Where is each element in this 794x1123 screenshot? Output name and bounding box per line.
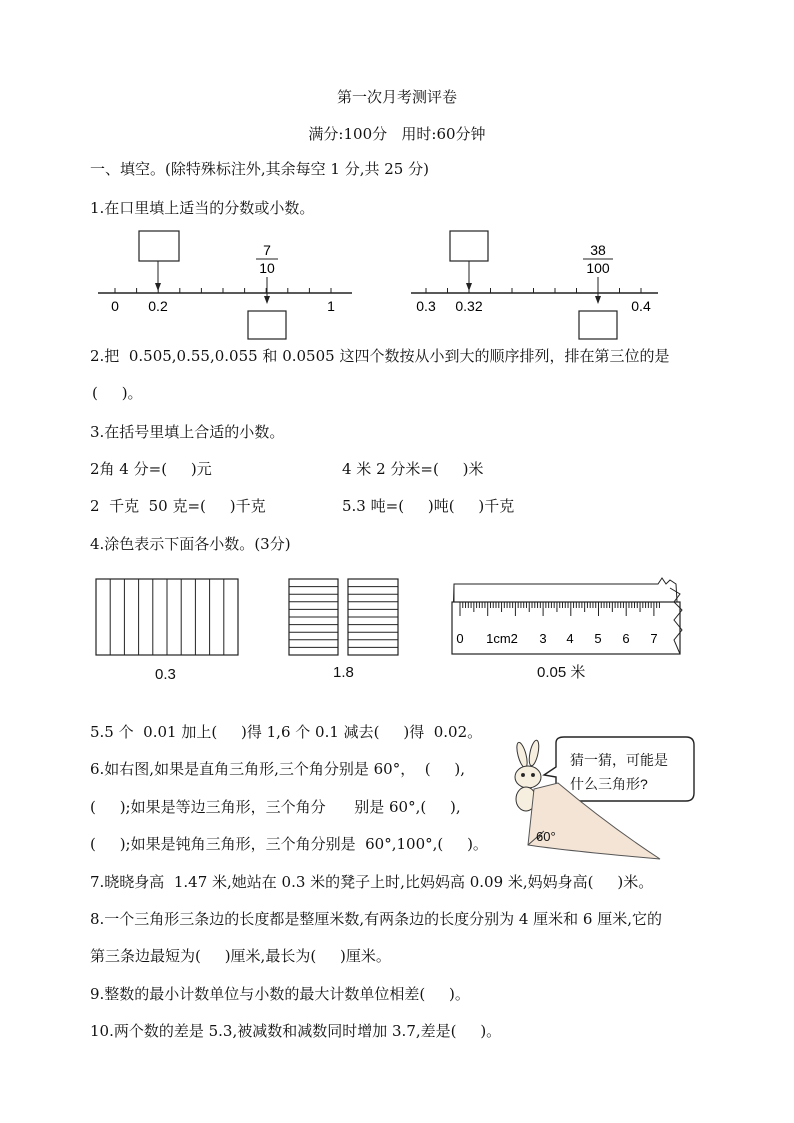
figure-label: 0.3	[155, 666, 176, 683]
ruler-label: 1cm2	[486, 631, 518, 646]
answer-box	[139, 231, 179, 261]
question-6-line2: ( );如果是等边三角形，三个角分 别是 60°,( ),	[90, 798, 461, 816]
ruler-figure	[448, 576, 688, 656]
figure-label: 0.05 米	[537, 664, 586, 681]
strip-grid-figure	[288, 578, 408, 658]
question-3d: 5.3 吨=( )吨( )千克	[342, 497, 515, 515]
tick-label: 0.4	[631, 298, 651, 314]
question-2-blank: ( )。	[92, 384, 143, 402]
question-6-line3: ( );如果是钝角三角形，三个角分别是 60°,100°,( )。	[90, 835, 488, 853]
ruler-label: 7	[650, 631, 658, 646]
tick-label: 1	[327, 298, 335, 314]
tick-label: 0.2	[148, 298, 168, 314]
ruler-label: 6	[622, 631, 630, 646]
pointer-arrowhead	[595, 296, 601, 304]
question-5: 5.5 个 0.01 加上( )得 1,6 个 0.1 减去( )得 0.02。	[90, 723, 483, 741]
question-8-line2: 第三条边最短为( )厘米,最长为( )厘米。	[90, 947, 391, 965]
fraction-numerator: 7	[263, 242, 271, 258]
question-1: 1.在口里填上适当的分数或小数。	[90, 199, 315, 217]
figure-label: 1.8	[333, 664, 354, 681]
question-6-line1: 6.如右图,如果是直角三角形,三个角分别是 60°， ( ),	[90, 760, 466, 778]
question-4: 4.涂色表示下面各小数。(3分)	[90, 535, 291, 553]
page-subtitle: 满分:100分 用时:60分钟	[308, 125, 486, 143]
question-7: 7.晓晓身高 1.47 米,她站在 0.3 米的凳子上时,比妈妈高 0.09 米,妈妈身高( )米。	[90, 873, 654, 891]
ruler-label: 0	[456, 631, 464, 646]
pointer-arrowhead	[264, 296, 270, 304]
page-title: 第一次月考测评卷	[336, 88, 457, 106]
question-3a: 2角 4 分=( )元	[90, 460, 212, 478]
question-10: 10.两个数的差是 5.3,被减数和减数同时增加 3.7,差是( )。	[90, 1022, 502, 1040]
question-2: 2.把 0.505,0.55,0.055 和 0.0505 这四个数按从小到大的顺序排列，排在第三位的是	[90, 347, 670, 365]
tick-label: 0	[111, 298, 119, 314]
column-grid-figure	[95, 578, 245, 658]
question-3: 3.在括号里填上合适的小数。	[90, 423, 285, 441]
fraction-denominator: 100	[586, 260, 610, 276]
bubble-text: 什么三角形?	[570, 776, 648, 792]
tick-label: 0.32	[455, 298, 483, 314]
question-3b: 4 米 2 分米=( )米	[342, 460, 484, 478]
number-line-figure-1	[95, 225, 355, 345]
tick-label: 0.3	[416, 298, 436, 314]
answer-box	[579, 311, 617, 339]
section-heading: 一、填空。(除特殊标注外,其余每空 1 分,共 25 分)	[90, 160, 429, 178]
number-line-figure-2	[408, 225, 668, 345]
answer-box	[450, 231, 488, 261]
ruler-label: 3	[539, 631, 547, 646]
question-3c: 2 千克 50 克=( )千克	[90, 497, 266, 515]
fraction-numerator: 38	[590, 242, 606, 258]
question-9: 9.整数的最小计数单位与小数的最大计数单位相差( )。	[90, 985, 470, 1003]
question-8-line1: 8.一个三角形三条边的长度都是整厘米数,有两条边的长度分别为 4 厘米和 6 厘米,它的	[90, 910, 663, 928]
ruler-label: 4	[566, 631, 574, 646]
fraction-denominator: 10	[259, 260, 275, 276]
ruler-label: 5	[594, 631, 602, 646]
bubble-text: 猜一猜，可能是	[570, 752, 668, 768]
answer-box	[248, 311, 286, 339]
rabbit-illustration	[498, 735, 698, 865]
angle-label: 60°	[536, 829, 556, 844]
